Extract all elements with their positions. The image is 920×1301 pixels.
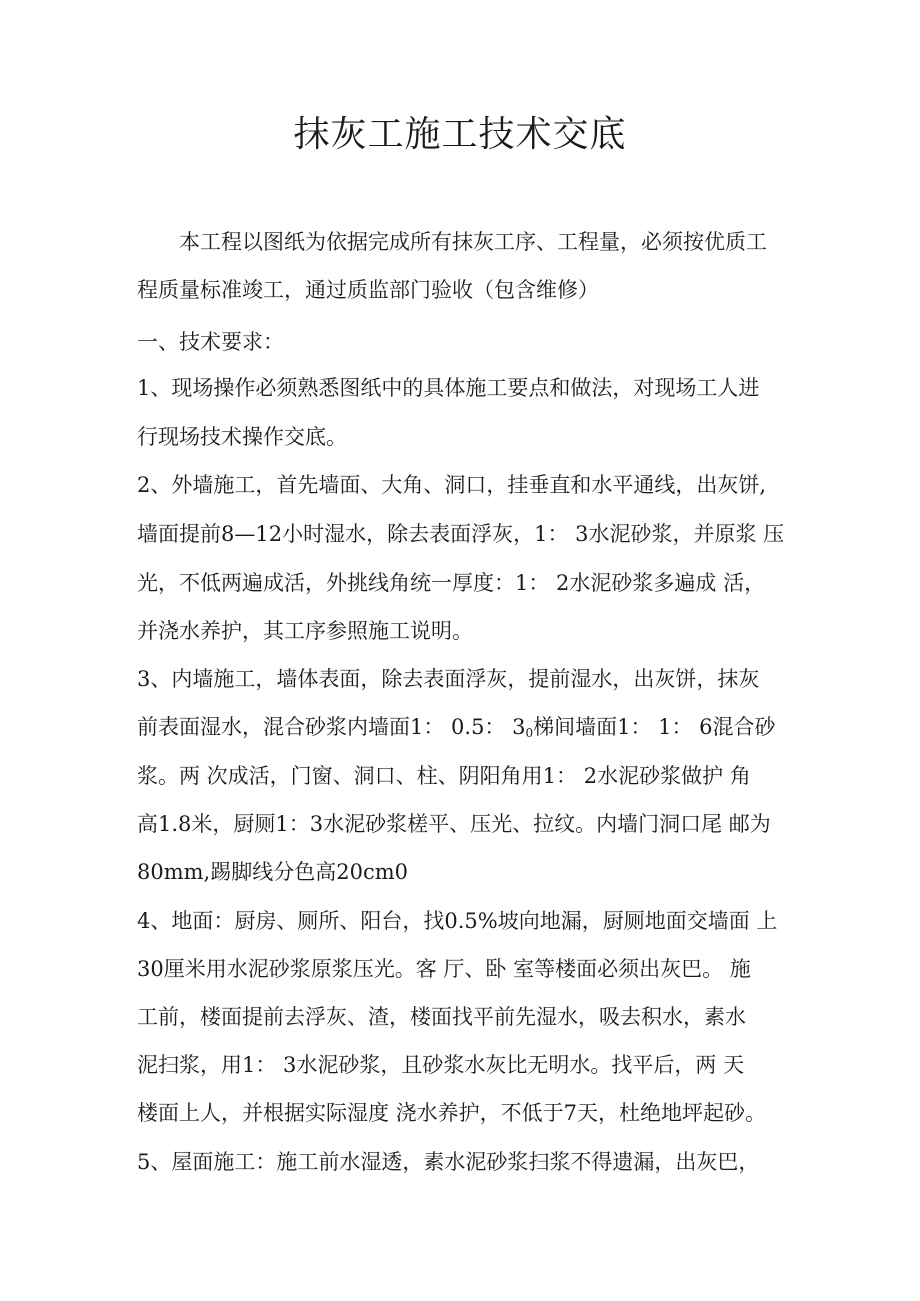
paragraph-line: 程质量标准竣工，通过质监部门验收（包含维修）: [137, 278, 599, 302]
paragraph-line: [137, 712, 776, 748]
paragraph-line: 本工程以图纸为依据完成所有抹灰工序、工程量，必须按优质工: [179, 230, 767, 254]
paragraph-line: 1、现场操作必须熟悉图纸中的具体施工要点和做法，对现场工人进: [137, 376, 760, 400]
paragraph-line: 泥扫浆，用1： 3水泥砂浆，且砂浆水灰比无明水。找平后，两 天: [137, 1053, 745, 1077]
document-title: 抹灰工施工技术交底: [293, 114, 627, 155]
paragraph-line: 浆。两 次成活，门窗、洞口、柱、阴阳角用1： 2水泥砂浆做护 角: [137, 764, 751, 788]
paragraph-line: 2、外墙施工，首先墙面、大角、洞口，挂垂直和水平通线，出灰饼,: [137, 473, 767, 497]
line-segment: 梯间墙面1： 1： 6混合砂: [533, 715, 776, 739]
paragraph-line: 并浇水养护，其工序参照施工说明。: [137, 619, 473, 643]
subscript-text: 0: [525, 726, 534, 740]
paragraph-line: 80mm,踢脚线分色高20cm0: [137, 860, 408, 884]
paragraph-line: 高1.8米，厨厕1：3水泥砂浆槎平、压光、拉纹。内墙门洞口尾 邮为: [137, 812, 771, 836]
paragraph-line: 4、地面：厨房、厕所、阳台，找0.5%坡向地漏，厨厕地面交墙面 上: [137, 909, 778, 933]
paragraph-line: 墙面提前8—12小时湿水，除去表面浮灰，1： 3水泥砂浆，并原浆 压: [137, 522, 785, 546]
paragraph-line: 3、内墙施工，墙体表面，除去表面浮灰，提前湿水，出灰饼，抹灰: [137, 667, 760, 691]
paragraph-line: 5、屋面施工：施工前水湿透，素水泥砂浆扫浆不得遗漏，出灰巴，: [137, 1150, 760, 1174]
paragraph-line: 行现场技术操作交底。: [137, 425, 347, 449]
paragraph-line: 工前，楼面提前去浮灰、渣，楼面找平前先湿水，吸去积水，素水: [137, 1005, 746, 1029]
section-heading: 一、技术要求：: [137, 330, 284, 354]
paragraph-line: 30厘米用水泥砂浆原浆压光。客 厅、卧 室等楼面必须出灰巴。 施: [137, 957, 751, 981]
line-segment: 前表面湿水，混合砂浆内墙面1： 0.5： 3: [137, 715, 526, 739]
paragraph-line: 楼面上人，并根据实际湿度 浇水养护，不低于7天，杜绝地坪起砂。: [137, 1101, 767, 1125]
paragraph-line: 光，不低两遍成活，外挑线角统一厚度：1： 2水泥砂浆多遍成 活，: [137, 571, 766, 595]
